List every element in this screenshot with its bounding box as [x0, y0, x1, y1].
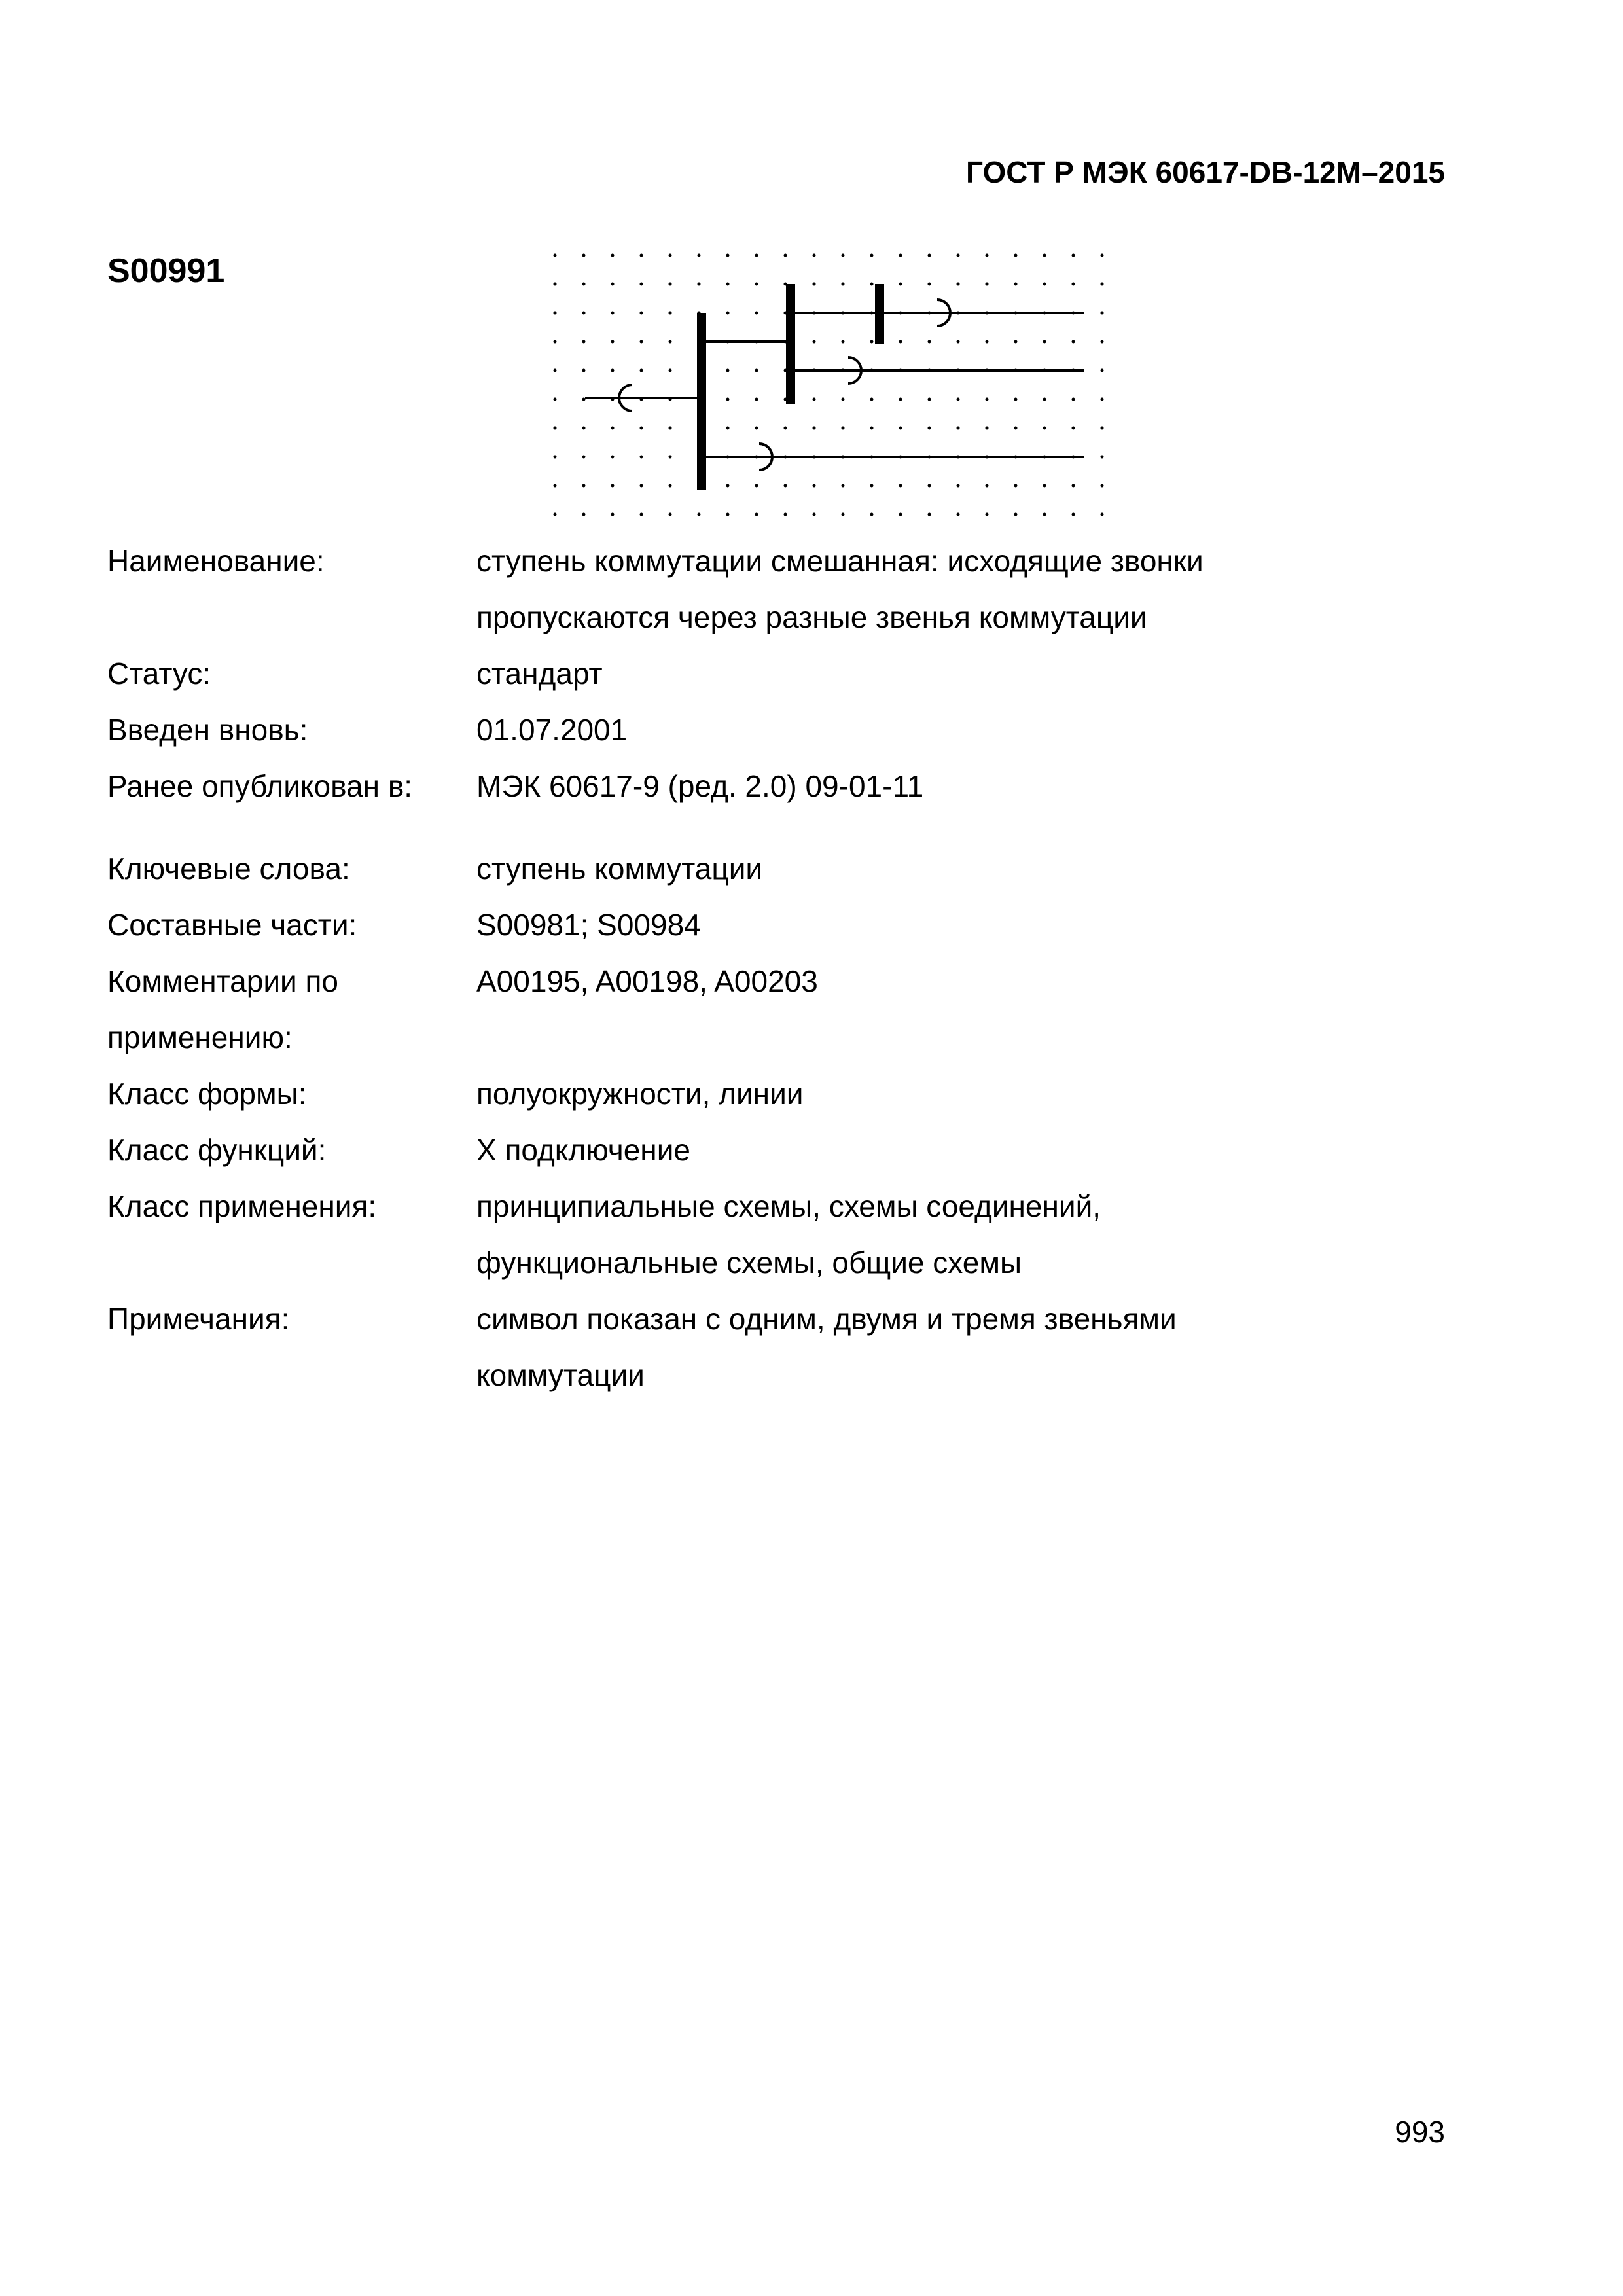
- attribute-row: [107, 1122, 1445, 1178]
- attribute-value-line: ступень коммутации: [476, 852, 763, 886]
- attribute-value: [476, 1066, 1445, 1122]
- attribute-value: [476, 758, 1445, 814]
- attribute-label-line: Комментарии по: [107, 964, 338, 998]
- attribute-value: [476, 1178, 1445, 1291]
- attribute-label: [107, 1178, 476, 1291]
- symbol-figure: [547, 247, 1130, 530]
- attribute-label: [107, 897, 476, 953]
- attribute-value-line: S00981; S00984: [476, 908, 701, 942]
- attribute-label-line: Класс формы:: [107, 1077, 307, 1111]
- attribute-value-line: МЭК 60617-9 (ред. 2.0) 09-01-11: [476, 769, 924, 803]
- attribute-value: [476, 840, 1445, 897]
- attribute-value-line: A00195, A00198, A00203: [476, 964, 818, 998]
- attribute-value-line: коммутации: [476, 1358, 645, 1392]
- attribute-label-line: Статус:: [107, 656, 211, 691]
- attribute-label: [107, 840, 476, 897]
- attribute-label: [107, 953, 476, 1066]
- attribute-value-line: принципиальные схемы, схемы соединений,: [476, 1189, 1101, 1223]
- attribute-label: [107, 758, 476, 814]
- attribute-row: [107, 758, 1445, 814]
- attribute-label-line: Примечания:: [107, 1302, 290, 1336]
- attribute-value: [476, 1122, 1445, 1178]
- attribute-row: [107, 533, 1445, 645]
- attribute-value-line: стандарт: [476, 656, 603, 691]
- attribute-label-line: Ключевые слова:: [107, 852, 350, 886]
- grid-dots: [554, 254, 1104, 516]
- attribute-label: [107, 1122, 476, 1178]
- attribute-row: [107, 1066, 1445, 1122]
- attribute-label-line: Наименование:: [107, 544, 325, 578]
- attribute-value: [476, 953, 1445, 1066]
- attribute-label-line: Ранее опубликован в:: [107, 769, 413, 803]
- attributes-table: [107, 533, 1445, 1403]
- attribute-value-line: ступень коммутации смешанная: исходящие звонки: [476, 544, 1204, 578]
- attribute-label: [107, 533, 476, 645]
- attribute-value-line: 01.07.2001: [476, 713, 628, 747]
- attribute-row: [107, 953, 1445, 1066]
- attribute-value-line: функциональные схемы, общие схемы: [476, 1246, 1022, 1280]
- attribute-value: [476, 897, 1445, 953]
- attribute-row: [107, 897, 1445, 953]
- attribute-label-line: применению:: [107, 1020, 293, 1054]
- symbol-drawing: [547, 247, 1130, 530]
- attribute-value: [476, 1291, 1445, 1403]
- attribute-row: [107, 1178, 1445, 1291]
- attribute-label: [107, 1291, 476, 1403]
- attribute-label: [107, 645, 476, 702]
- attribute-label-line: Класс применения:: [107, 1189, 377, 1223]
- attribute-value: [476, 645, 1445, 702]
- attribute-value: [476, 533, 1445, 645]
- attribute-label-line: Класс функций:: [107, 1133, 327, 1167]
- attribute-value: [476, 702, 1445, 758]
- attribute-label-line: Составные части:: [107, 908, 357, 942]
- attribute-label-line: Введен вновь:: [107, 713, 308, 747]
- attribute-row: [107, 1291, 1445, 1403]
- attribute-row: [107, 702, 1445, 758]
- attribute-row: [107, 840, 1445, 897]
- attribute-label: [107, 1066, 476, 1122]
- standard-header: ГОСТ Р МЭК 60617-DB-12M–2015: [966, 155, 1445, 189]
- attribute-value-line: полуокружности, линии: [476, 1077, 804, 1111]
- symbol-code: S00991: [107, 252, 225, 290]
- attribute-value-line: символ показан с одним, двумя и тремя звеньями: [476, 1302, 1177, 1336]
- page-number: 993: [1395, 2115, 1445, 2149]
- attribute-row: [107, 645, 1445, 702]
- attribute-value-line: пропускаются через разные звенья коммутации: [476, 600, 1147, 634]
- attribute-value-line: X подключение: [476, 1133, 690, 1167]
- attribute-label: [107, 702, 476, 758]
